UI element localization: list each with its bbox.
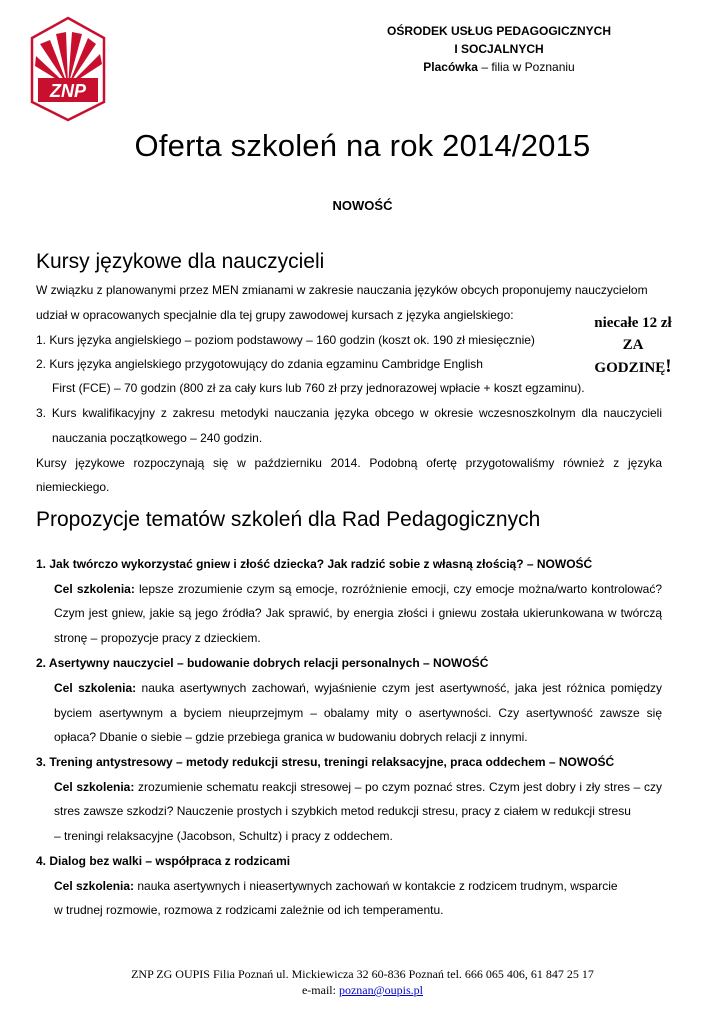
goal-label: Cel szkolenia: [54,582,135,596]
org-header [369,22,629,76]
topic-1-line3: stronę – propozycje pracy z dzieckiem. [54,631,261,645]
topic-3-line3: – treningi relaksacyjne (Jacobson, Schultz) i pracy z oddechem. [54,829,393,843]
footer-email-line [0,982,725,998]
branch-rest: – filia w Poznaniu [477,60,575,74]
logo-text: ZNP [50,81,86,101]
section1-closing2: niemieckiego. [36,480,110,494]
goal-label: Cel szkolenia: [54,681,137,695]
topic-1-line2: Czym jest gniew, jakie są jego źródła? Jak sprawić, by energia złości i gniewu została ukierunkowana w twórczą [54,606,662,620]
topic-4-title: 4. Dialog bez walki – współpraca z rodzicami [36,854,291,868]
topic-4-line1 [54,878,618,894]
branch-bold: Placówka [423,60,478,74]
footer-address: ZNP ZG OUPIS Filia Poznań ul. Mickiewicza 32 60-836 Poznań tel. 666 065 406, 61 847 25 17 [131,967,594,981]
topic-2-text1: nauka asertywnych zachowań, wyjaśnienie czym jest asertywność, jaka jest różnica pomiędzy [136,681,662,695]
promo-line2: ZA [622,337,644,353]
course-item-3b: nauczania początkowego – 240 godzin. [52,431,263,445]
promo-line1: niecałe 12 zł [594,315,672,331]
section1-heading: Kursy językowe dla nauczycieli [36,250,325,273]
course-item-3a: 3. Kurs kwalifikacyjny z zakresu metodyki nauczania języka obcego w okresie wczesnoszkolnym dla nauczycieli [36,406,662,420]
goal-label: Cel szkolenia: [54,780,135,794]
section1-intro1: W związku z planowanymi przez MEN zmianami w zakresie nauczania języków obcych proponujemy nauczycielom [36,283,648,297]
section1-intro2: udział w opracowanych specjalnie dla tej grupy zawodowej kursach z języka angielskiego: [36,308,514,322]
topic-3-title: 3. Trening antystresowy – metody redukcji stresu, treningi relaksacyjne, praca oddechem – NOWOŚĆ [36,755,615,769]
footer-email-link[interactable]: poznan@oupis.pl [338,983,424,997]
topic-2-title: 2. Asertywny nauczyciel – budowanie dobrych relacji personalnych – NOWOŚĆ [36,656,489,670]
topic-3-line1 [54,779,662,795]
org-line1: OŚRODEK USŁUG PEDAGOGICZNYCH [386,24,611,38]
org-branch [369,58,629,76]
course-item-2b: First (FCE) – 70 godzin (800 zł za cały kurs lub 760 zł przy jednorazowej wpłacie + koszt egzaminu). [52,381,585,395]
promo-line3 [578,356,688,379]
topic-4-text1: nauka asertywnych i nieasertywnych zachowań w kontakcie z rodzicem trudnym, wsparcie [134,879,618,893]
topic-3-text1: zrozumienie schematu reakcji stresowej – po czym poznać stres. Czym jest dobry i zły stres – czy [134,780,663,794]
topic-3-line2: stres zawsze szkodzi? Nauczenie prostych i szybkich metod redukcji stresu, pracy z ciałem w redukcji stresu [54,804,631,818]
course-item-1: 1. Kurs języka angielskiego – poziom podstawowy – 160 godzin (koszt ok. 190 zł miesięcznie) [36,333,535,347]
topic-2-line1 [54,680,662,696]
topic-2-line2: byciem asertywnym a byciem nieuprzejmym – obalamy mity o asertywności. Czy asertywność zawsze się [54,706,662,720]
topic-2-line3: opłaca? Dbanie o siebie – gdzie przebiega granica w budowaniu dobrych relacji z innymi. [54,730,528,744]
course-item-2a: 2. Kurs języka angielskiego przygotowujący do zdania egzaminu Cambridge English [36,357,483,371]
topic-4-line2: w trudnej rozmowie, rozmowa z rodzicami zależnie od ich temperamentu. [54,903,444,917]
topic-1-title: 1. Jak twórczo wykorzystać gniew i złość dziecka? Jak radzić sobie z własną złością? – NOWOŚĆ [36,557,593,571]
promo-line3-text: GODZINĘ [594,360,666,376]
page-title: Oferta szkoleń na rok 2014/2015 [134,128,591,163]
footer-email-label: e-mail: [301,983,339,997]
znp-logo [30,16,106,122]
price-promo [578,312,688,379]
section2-heading: Propozycje tematów szkoleń dla Rad Pedagogicznych [36,508,541,531]
goal-label: Cel szkolenia: [54,879,135,893]
new-label: NOWOŚĆ [332,198,393,213]
topic-1-text1: lepsze zrozumienie czym są emocje, rozróżnienie emocji, czy emocje można/warto kontrolować? [134,582,662,596]
org-line2: I SOCJALNYCH [454,42,544,56]
section1-closing1: Kursy językowe rozpoczynają się w październiku 2014. Podobną ofertę przygotowaliśmy również z języka [36,456,662,470]
promo-mark: ! [665,356,672,377]
topic-1-line1 [54,581,662,597]
